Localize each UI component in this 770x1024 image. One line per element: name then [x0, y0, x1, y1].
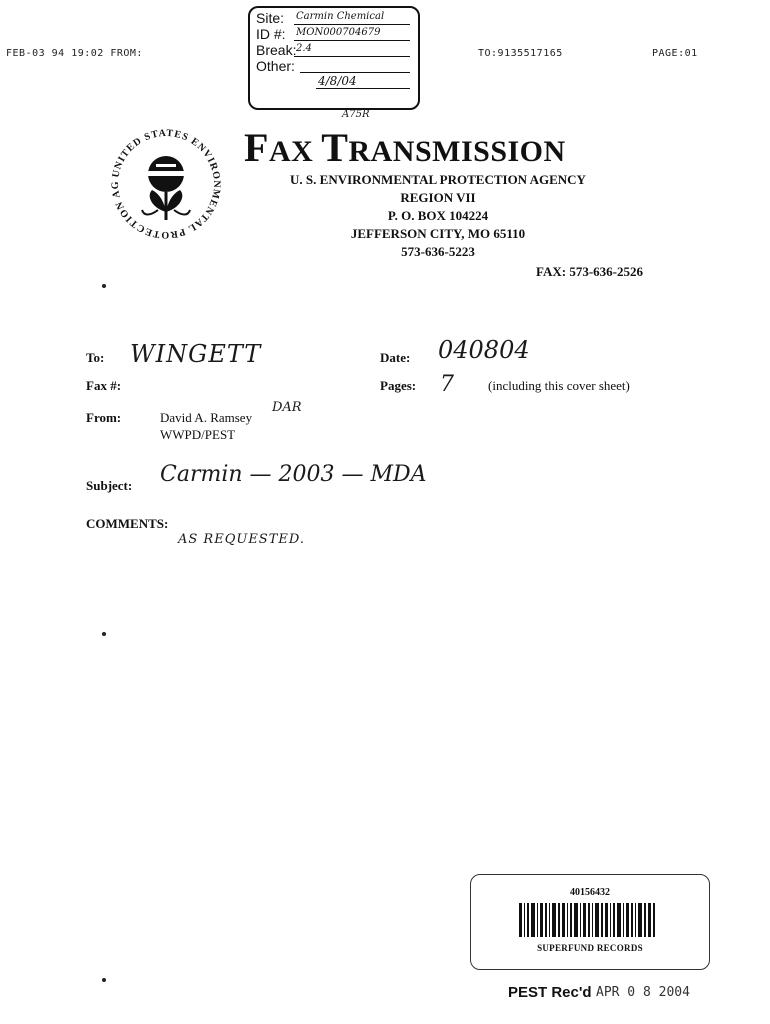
from-label: From: — [86, 410, 122, 425]
break-label: Break: — [256, 42, 297, 58]
id-label: ID #: — [256, 26, 286, 42]
scan-dot — [102, 978, 106, 982]
pages-label: Pages: — [380, 378, 417, 393]
agency-city: JEFFERSON CITY, MO 65110 — [350, 226, 526, 241]
epa-seal — [106, 124, 226, 244]
barcode-label: SUPERFUND RECORDS — [537, 943, 643, 953]
comments-value: AS REQUESTED. — [178, 532, 305, 547]
stamp-code: A75R — [342, 109, 370, 120]
date-label: Date: — [380, 350, 411, 365]
title-F: F — [244, 125, 269, 170]
stamp-date: 4/8/04 — [316, 74, 410, 89]
site-id-stamp — [248, 6, 420, 110]
agency-fax: FAX: 573-636-2526 — [536, 264, 643, 279]
scan-dot — [102, 632, 106, 636]
barcode-number: 40156432 — [570, 887, 610, 898]
scan-dot — [102, 284, 106, 288]
agency-phone: 573-636-5223 — [401, 244, 475, 259]
fax-number-label: Fax #: — [86, 378, 122, 393]
break-value: 2.4 — [294, 42, 410, 57]
fax-transmission-title — [244, 124, 566, 171]
subject-value: Carmin — 2003 — MDA — [160, 462, 427, 487]
comments-label: COMMENTS: — [86, 516, 169, 531]
title-AX: AX — [268, 135, 322, 168]
id-value: MON000704679 — [294, 26, 410, 41]
from-initials: DAR — [272, 400, 302, 415]
title-RANSMISSION: RANSMISSION — [348, 135, 566, 168]
from-dept: WWPD/PEST — [160, 427, 236, 442]
epa-seal-icon — [106, 124, 226, 244]
received-stamp-date: APR 0 8 2004 — [596, 985, 690, 1000]
from-name: David A. Ramsey — [160, 410, 253, 425]
agency-region: REGION VII — [400, 190, 476, 205]
subject-label: Subject: — [86, 478, 133, 493]
received-stamp-text: PEST Rec'd — [508, 984, 592, 1001]
date-value: 040804 — [438, 336, 530, 364]
site-label: Site: — [256, 10, 285, 26]
barcode-icon — [517, 903, 657, 937]
other-value — [300, 58, 410, 73]
fax-header-to: TO:9135517165 — [478, 48, 563, 59]
site-value: Carmin Chemical — [294, 10, 410, 25]
agency-box: P. O. BOX 104224 — [387, 208, 489, 223]
seal-text: UNITED STATES ENVIRONMENTAL PROTECTION AG — [109, 127, 223, 241]
pages-note: (including this cover sheet) — [488, 378, 630, 393]
to-label: To: — [86, 350, 105, 365]
agency-name: U. S. ENVIRONMENTAL PROTECTION AGENCY — [290, 172, 586, 187]
other-label: Other: — [256, 58, 295, 74]
fax-header-page: PAGE:01 — [652, 48, 698, 59]
pages-value: 7 — [440, 372, 454, 397]
title-T: T — [321, 125, 349, 170]
superfund-barcode-box — [470, 874, 710, 970]
fax-header-left: FEB-03 94 19:02 FROM: — [6, 48, 143, 59]
to-value: WINGETT — [130, 340, 262, 368]
